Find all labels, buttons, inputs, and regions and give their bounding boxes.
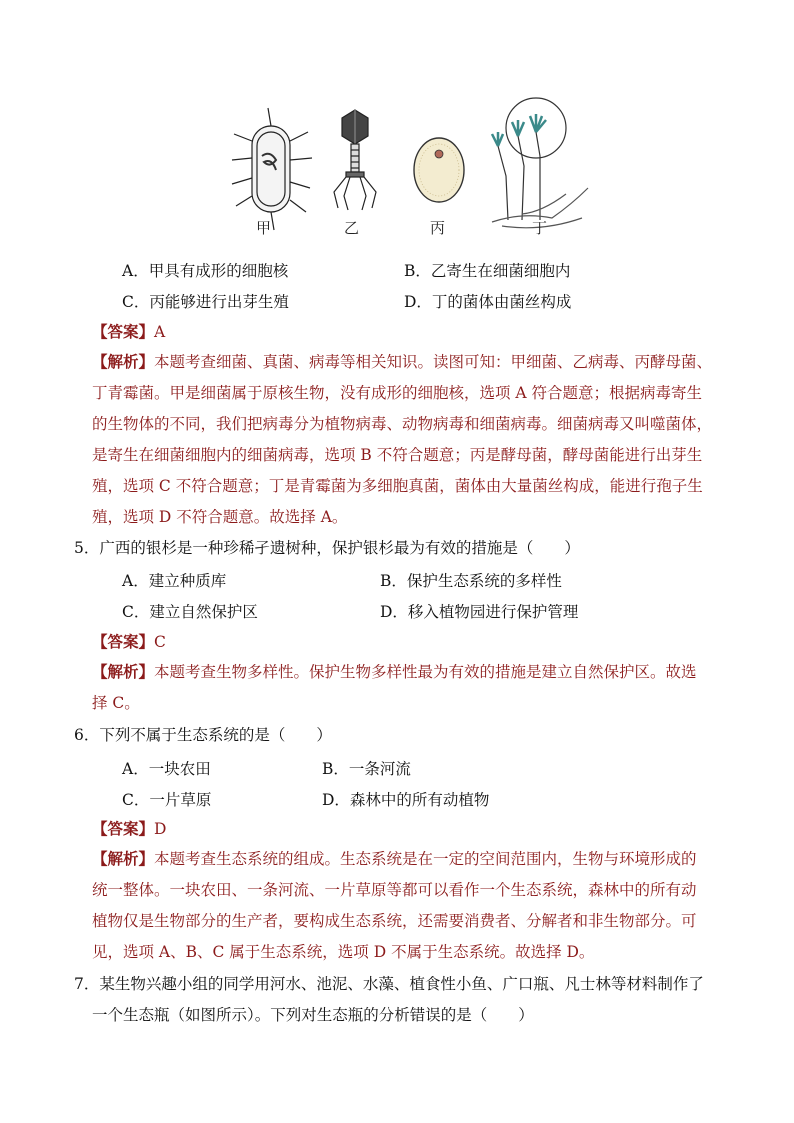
q6-analysis-line: 统一整体。一块农田、一条河流、一片草原等都可以看作一个生态系统，森林中的所有动 bbox=[92, 881, 697, 899]
q5-analysis-line: 择 C。 bbox=[92, 694, 140, 712]
q6-answer bbox=[92, 819, 166, 839]
q6-option-d: D．森林中的所有动植物 bbox=[322, 791, 490, 809]
q7-stem-line: 一个生态瓶（如图所示）。下列对生态瓶的分析错误的是（ ） bbox=[92, 1006, 534, 1024]
q6-answer-tag: 【答案】 bbox=[92, 819, 155, 838]
q4-analysis-line: 是寄生在细菌细胞内的细菌病毒，选项 B 不符合题意；丙是酵母菌，酵母菌能进行出芽生 bbox=[92, 446, 703, 464]
q4-answer-tag: 【答案】 bbox=[92, 322, 155, 341]
q4-analysis-line: 【解析】本题考查细菌、真菌、病毒等相关知识。读图可知：甲细菌、乙病毒、丙酵母菌、 bbox=[92, 352, 713, 371]
q6-stem: 6．下列不属于生态系统的是（ ） bbox=[74, 726, 332, 744]
q4-option-c: C．丙能够进行出芽生殖 bbox=[122, 293, 289, 311]
q4-analysis-line: 殖，选项 D 不符合题意。故选择 A。 bbox=[92, 508, 348, 526]
q6-analysis-tag: 【解析】 bbox=[92, 849, 155, 868]
q4-answer-value: A bbox=[154, 323, 166, 341]
q6-option-c: C．一片草原 bbox=[122, 791, 212, 809]
q5-analysis-tag: 【解析】 bbox=[92, 662, 155, 681]
figure-label-yi: 乙 bbox=[344, 219, 360, 237]
q6-answer-value: D bbox=[154, 820, 167, 838]
q4-option-b: B．乙寄生在细菌细胞内 bbox=[404, 262, 571, 280]
q4-analysis-line: 的生物体的不同，我们把病毒分为植物病毒、动物病毒和细菌病毒。细菌病毒又叫噬菌体， bbox=[92, 415, 713, 433]
q4-analysis-line: 殖，选项 C 不符合题意；丁是青霉菌为多细胞真菌，菌体由大量菌丝构成，能进行孢子生 bbox=[92, 477, 703, 495]
yeast-drawing bbox=[414, 138, 464, 202]
q4-option-d: D．丁的菌体由菌丝构成 bbox=[404, 293, 572, 311]
q5-answer-value: C bbox=[154, 633, 166, 651]
bacterium-drawing bbox=[232, 108, 312, 230]
q5-option-a: A．建立种质库 bbox=[122, 572, 227, 590]
q6-analysis-line: 见，选项 A、B、C 属于生态系统，选项 D 不属于生态系统。故选择 D。 bbox=[92, 943, 595, 961]
q7-stem-line: 7．某生物兴趣小组的同学用河水、池泥、水藻、植食性小鱼、广口瓶、凡士林等材料制作了 bbox=[74, 975, 704, 993]
q5-answer-tag: 【答案】 bbox=[92, 632, 155, 651]
q5-option-c: C．建立自然保护区 bbox=[122, 603, 258, 621]
penicillium-drawing bbox=[492, 98, 588, 228]
figure-label-bing: 丙 bbox=[430, 219, 446, 237]
q4-answer bbox=[92, 322, 165, 342]
q5-stem: 5．广西的银杉是一种珍稀孑遗树种，保护银杉最为有效的措施是（ ） bbox=[74, 539, 580, 557]
q4-analysis-line: 丁青霉菌。甲是细菌属于原核生物，没有成形的细胞核，选项 A 符合题意；根据病毒寄生 bbox=[92, 384, 703, 402]
q4-option-a: A．甲具有成形的细胞核 bbox=[122, 262, 289, 280]
figure-label-jia: 甲 bbox=[256, 219, 272, 237]
q6-analysis-line: 植物仅是生物部分的生产者，要构成生态系统，还需要消费者、分解者和非生物部分。可 bbox=[92, 912, 697, 930]
q6-analysis-line: 【解析】本题考查生态系统的组成。生态系统是在一定的空间范围内，生物与环境形成的 bbox=[92, 849, 697, 868]
figure-label-ding: 丁 bbox=[532, 219, 548, 237]
q5-analysis-line: 【解析】本题考查生物多样性。保护生物多样性最为有效的措施是建立自然保护区。故选 bbox=[92, 662, 697, 681]
q5-option-d: D．移入植物园进行保护管理 bbox=[380, 603, 579, 621]
bacteriophage-drawing bbox=[334, 110, 376, 210]
q5-option-b: B．保护生态系统的多样性 bbox=[380, 572, 562, 590]
q6-option-a: A．一块农田 bbox=[122, 760, 211, 778]
q4-analysis-tag: 【解析】 bbox=[92, 352, 155, 371]
q5-answer bbox=[92, 632, 166, 652]
q6-option-b: B．一条河流 bbox=[322, 760, 411, 778]
